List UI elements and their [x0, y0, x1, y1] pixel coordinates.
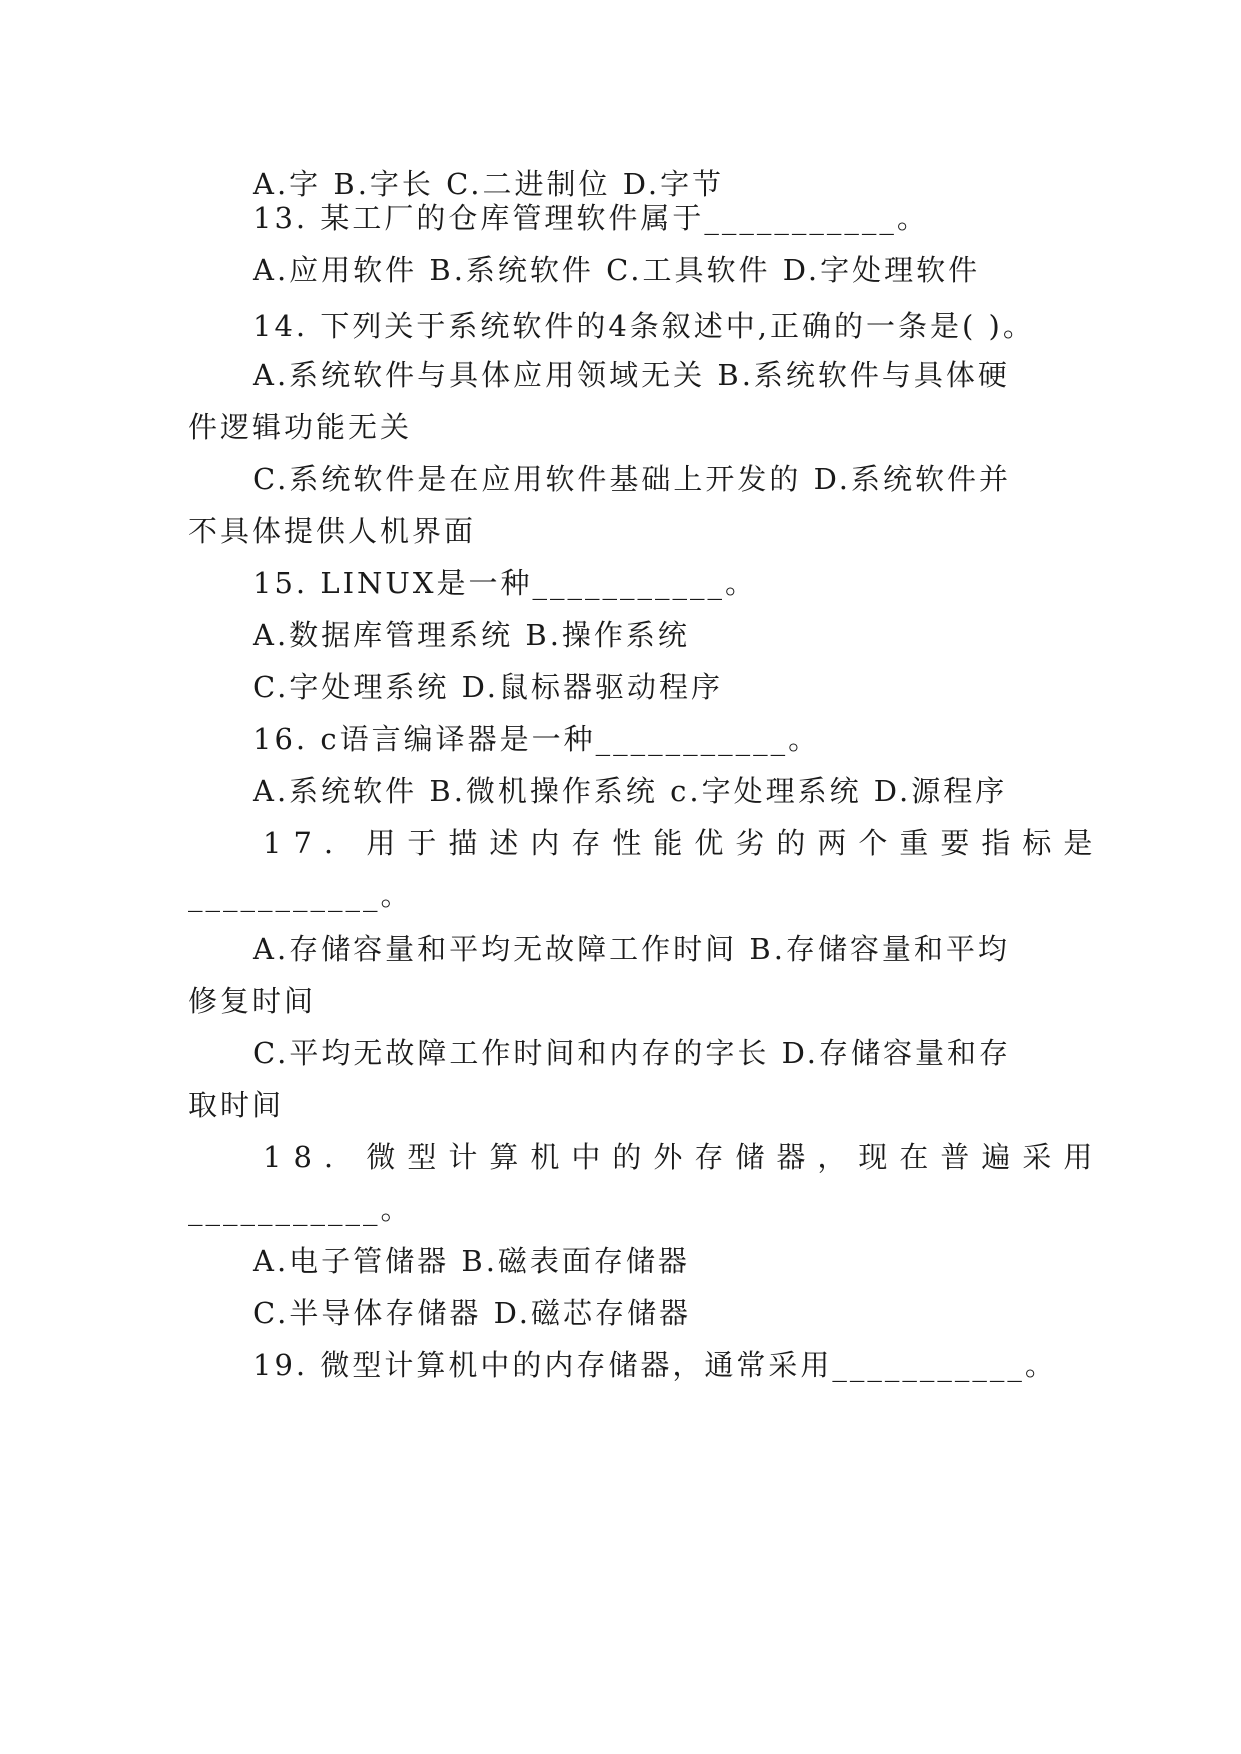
q17-options-line3: C.平均无故障工作时间和内存的字长 D.存储容量和存 — [253, 1036, 1012, 1070]
q15-options-line2: C.字处理系统 D.鼠标器驱动程序 — [253, 670, 724, 704]
q16-options: A.系统软件 B.微机操作系统 c.字处理系统 D.源程序 — [253, 774, 1008, 808]
q17-blank: ___________。 — [188, 878, 413, 912]
q12-options: A.字 B.字长 C.二进制位 D.字节 — [253, 167, 725, 201]
q15-question: 15. LINUX是一种___________。 — [253, 566, 758, 600]
q14-options-line3: C.系统软件是在应用软件基础上开发的 D.系统软件并 — [253, 462, 1012, 496]
q17-options-line4: 取时间 — [188, 1088, 285, 1122]
q19-question: 19. 微型计算机中的内存储器，通常采用___________。 — [253, 1348, 1057, 1382]
q16-question: 16. c语言编译器是一种___________。 — [253, 722, 821, 756]
q14-options-line4: 不具体提供人机界面 — [188, 514, 477, 548]
q14-options-line2: 件逻辑功能无关 — [188, 410, 413, 444]
q14-question: 14. 下列关于系统软件的4条叙述中,正确的一条是( )。 — [253, 309, 1035, 343]
q14-options-line1: A.系统软件与具体应用领域无关 B.系统软件与具体硬 — [253, 358, 1010, 392]
q18-options-line2: C.半导体存储器 D.磁芯存储器 — [253, 1296, 692, 1330]
q17-options-line1: A.存储容量和平均无故障工作时间 B.存储容量和平均 — [253, 932, 1010, 966]
q13-options: A.应用软件 B.系统软件 C.工具软件 D.字处理软件 — [253, 253, 981, 287]
q18-options-line1: A.电子管储器 B.磁表面存储器 — [253, 1244, 690, 1278]
q18-question: 18. 微型计算机中的外存储器，现在普遍采用 — [263, 1140, 1105, 1174]
q17-question: 17. 用于描述内存性能优劣的两个重要指标是 — [263, 826, 1105, 860]
q15-options-line1: A.数据库管理系统 B.操作系统 — [253, 618, 690, 652]
q18-blank: ___________。 — [188, 1192, 413, 1226]
q13-question: 13. 某工厂的仓库管理软件属于___________。 — [253, 201, 929, 235]
q17-options-line2: 修复时间 — [188, 984, 317, 1018]
